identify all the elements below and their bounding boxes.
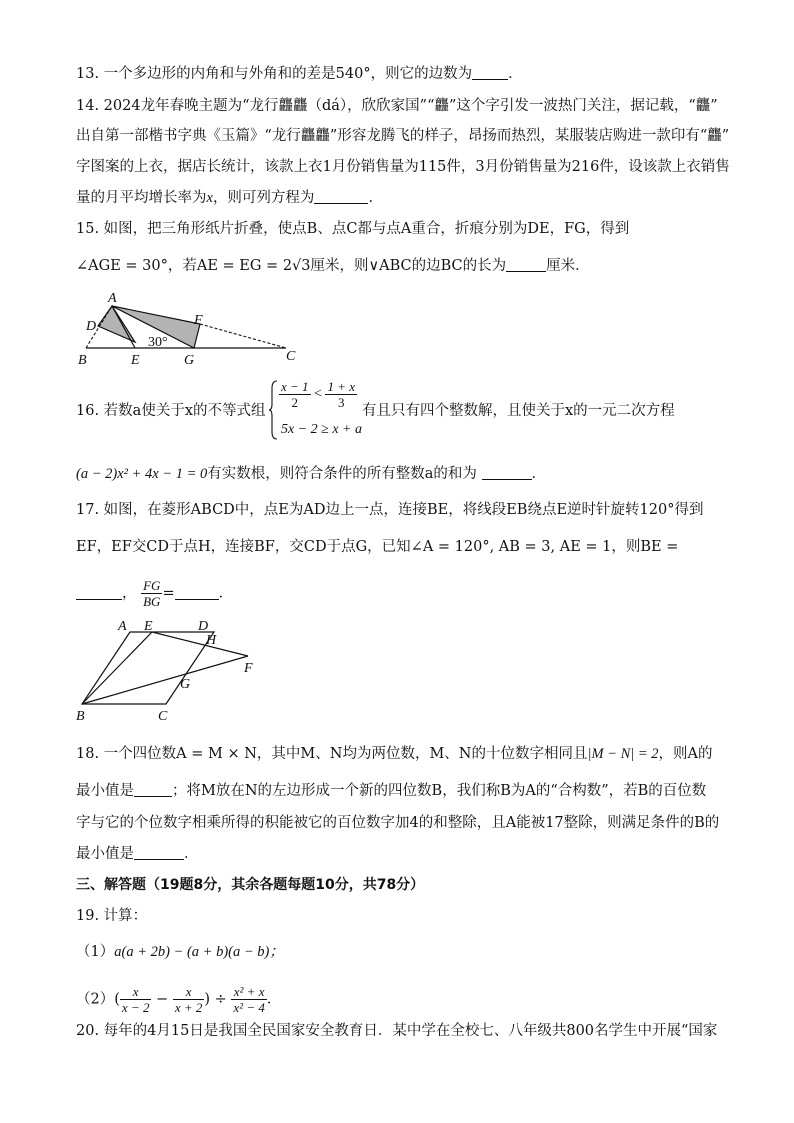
q17-line-3: ， $\frac{FG}{BG}$ = ．	[76, 578, 233, 609]
q16-frac-right-num: 1 + x	[327, 379, 355, 394]
q17-line-1: 17. 如图，在菱形ABCD中，点E为AD边上一点，连接BE，将线段EB绕点E逆时针旋转120°得到	[76, 502, 704, 518]
q14-line-4b: ，则可列方程为	[212, 190, 315, 206]
q15-label-b: B	[78, 353, 87, 366]
q15-figure	[76, 286, 306, 366]
q19-part-1	[76, 942, 284, 962]
q18-abs-expr: |M − N| = 2	[587, 746, 659, 762]
q19-title: 19. 计算：	[76, 908, 148, 924]
q18-line-2	[76, 781, 706, 801]
q19-frac-2-num: x	[173, 984, 205, 1000]
q15-label-a: A	[108, 291, 117, 306]
q18-line-4-text: 最小值是	[76, 846, 134, 862]
q19-frac-3-den: x² − 4	[233, 1000, 265, 1015]
q18-line-2b: ；将M放在N的左边形成一个新的四位数B，我们称B为A的“合构数”，若B的百位数	[172, 783, 707, 799]
q17-label-d: D	[198, 619, 209, 634]
q13-line: 13. 一个多边形的内角和与外角和的差是540°，则它的边数为 ．	[76, 66, 523, 82]
q17-label-b: B	[76, 709, 85, 724]
q14-line-2: 出自第一部楷书字典《玉篇》“龙行龘龘”形容龙腾飞的样子，昂扬而热烈，某服装店购进一款印有“龘”	[76, 128, 730, 144]
q17-label-e: E	[144, 619, 153, 634]
q16-answer-blank[interactable]	[482, 465, 532, 480]
q17-line-bf	[82, 656, 248, 704]
q16-ineq-op: <	[314, 386, 322, 402]
q15-label-d: D	[86, 319, 97, 334]
q17-figure	[72, 614, 272, 726]
q17-frac-num: FG	[143, 578, 161, 593]
q16-frac-left-num: x − 1	[281, 379, 309, 394]
q18-line-1	[76, 744, 713, 764]
q16-frac-left-den: 2	[291, 395, 299, 410]
q18-answer-blank-2[interactable]	[134, 845, 184, 860]
q19-frac-2	[173, 984, 205, 1015]
q15-label-f: F	[194, 313, 203, 328]
q16-inequality-2: 5x − 2 ≥ x + a	[281, 422, 363, 437]
q17-label-a: A	[118, 619, 127, 634]
q15-label-e: E	[131, 353, 140, 366]
q17-label-c: C	[158, 709, 168, 724]
q19-frac-3	[231, 984, 266, 1015]
q17-answer-blank-1[interactable]	[76, 585, 122, 600]
q19-frac-2-den: x + 2	[174, 1000, 203, 1015]
q16-frac-right-den: 3	[337, 395, 345, 410]
q16-line-2: (a − 2)x² + 4x − 1 = 0有实数根，则符合条件的所有整数a的和为 ．	[76, 466, 547, 482]
q15-line-2-end: 厘米．	[546, 258, 590, 274]
q19-part-2: （2）( $\frac{x}{x - 2}$ − $\frac{x}{x + 2}$ ) ÷ $\frac{\text{x² + x}}{\text{x² − 4}}$ ．	[76, 984, 282, 1015]
q16-equation: (a − 2)x² + 4x − 1 = 0	[76, 466, 208, 482]
q19-frac-1-num: x	[120, 984, 152, 1000]
q16-suffix: 有且只有四个整数解，且使关于x的一元二次方程	[362, 403, 675, 419]
section-3-title: 三、解答题（19题8分，其余各题每题10分，共78分）	[76, 877, 425, 893]
q14-line-1: 14. 2024龙年春晚主题为“龙行龘龘（dá），欣欣家国”“龘”这个字引发一波热门关注，据记载，“龘”	[76, 98, 718, 114]
q15-line-2-text: ∠AGE = 30°，若AE = EG = 2√3厘米，则∨ABC的边BC的长为	[76, 258, 507, 274]
q14-line-4: 量的月平均增长率为x，则可列方程为 ．	[76, 190, 383, 206]
q17-label-g: G	[180, 677, 191, 692]
q18-line-1b: ，则A的	[658, 746, 713, 762]
q17-frac-den: BG	[143, 594, 161, 609]
q18-line-1a: 18. 一个四位数A = M × N，其中M、N均为两位数，M、N的十位数字相同且	[76, 746, 588, 762]
q16-frac-left	[279, 379, 311, 410]
q16-prefix	[76, 401, 266, 421]
q16-brace	[268, 380, 278, 440]
q20-line-1: 20. 每年的4月15日是我国全民国家安全教育日．某中学在全校七、八年级共800名学生中开展“国家	[76, 1023, 718, 1039]
q19-part-1-expr: a(a + 2b) − (a + b)(a − b)；	[114, 944, 284, 960]
q18-line-3: 字与它的个位数字相乘所得的积能被它的百位数字加4的和整除，且A能被17整除，则满足条件的B的	[76, 815, 720, 831]
q15-label-g: G	[184, 353, 195, 366]
q18-answer-blank-1[interactable]	[134, 782, 172, 797]
q15-line-1: 15. 如图，把三角形纸片折叠，使点B、点C都与点A重合，折痕分别为DE，FG，得到	[76, 221, 630, 237]
q17-equals: =	[162, 585, 175, 602]
q14-answer-blank[interactable]	[314, 189, 368, 204]
q17-line-be	[82, 632, 152, 704]
q16-line-2-text: 有实数根，则符合条件的所有整数a的和为	[207, 466, 477, 482]
q13-answer-blank[interactable]	[472, 65, 508, 80]
q17-answer-blank-2[interactable]	[175, 585, 219, 600]
q15-line-2	[76, 256, 590, 276]
q18-line-2a: 最小值是	[76, 783, 134, 799]
q15-dashed-fc	[200, 324, 286, 348]
q16-inequality-1	[279, 379, 357, 410]
q19-frac-3-num: x² + x	[231, 984, 266, 1000]
q17-label-h: H	[206, 633, 217, 648]
q15-angle-label: 30°	[148, 335, 168, 350]
q19-part-2-label: （2）	[76, 991, 115, 1008]
q19-frac-1	[120, 984, 152, 1015]
q13-text: 13. 一个多边形的内角和与外角和的差是540°，则它的边数为	[76, 66, 473, 82]
q14-variable: x	[206, 190, 213, 206]
q14-line-3: 字图案的上衣，据店长统计，该款上衣1月份销售量为115件，3月份销售量为216件，设该款上衣销售	[76, 159, 730, 175]
q17-line-2: EF，EF交CD于点H，连接BF，交CD于点G，已知∠A = 120°, AB = 3, AE = 1，则BE =	[76, 539, 679, 555]
q14-line-4a: 量的月平均增长率为	[76, 190, 207, 206]
q19-frac-1-den: x − 2	[121, 1000, 150, 1015]
q17-fraction	[141, 578, 162, 609]
q16-frac-right	[325, 379, 357, 410]
q15-answer-blank[interactable]	[506, 257, 546, 272]
q19-part-1-label: （1）	[76, 944, 115, 960]
q17-label-f: F	[244, 661, 253, 676]
q16-prefix-text: 16. 若数a使关于x的不等式组	[76, 403, 266, 419]
q18-line-4: 最小值是 ．	[76, 846, 199, 862]
q15-label-c: C	[286, 349, 296, 364]
